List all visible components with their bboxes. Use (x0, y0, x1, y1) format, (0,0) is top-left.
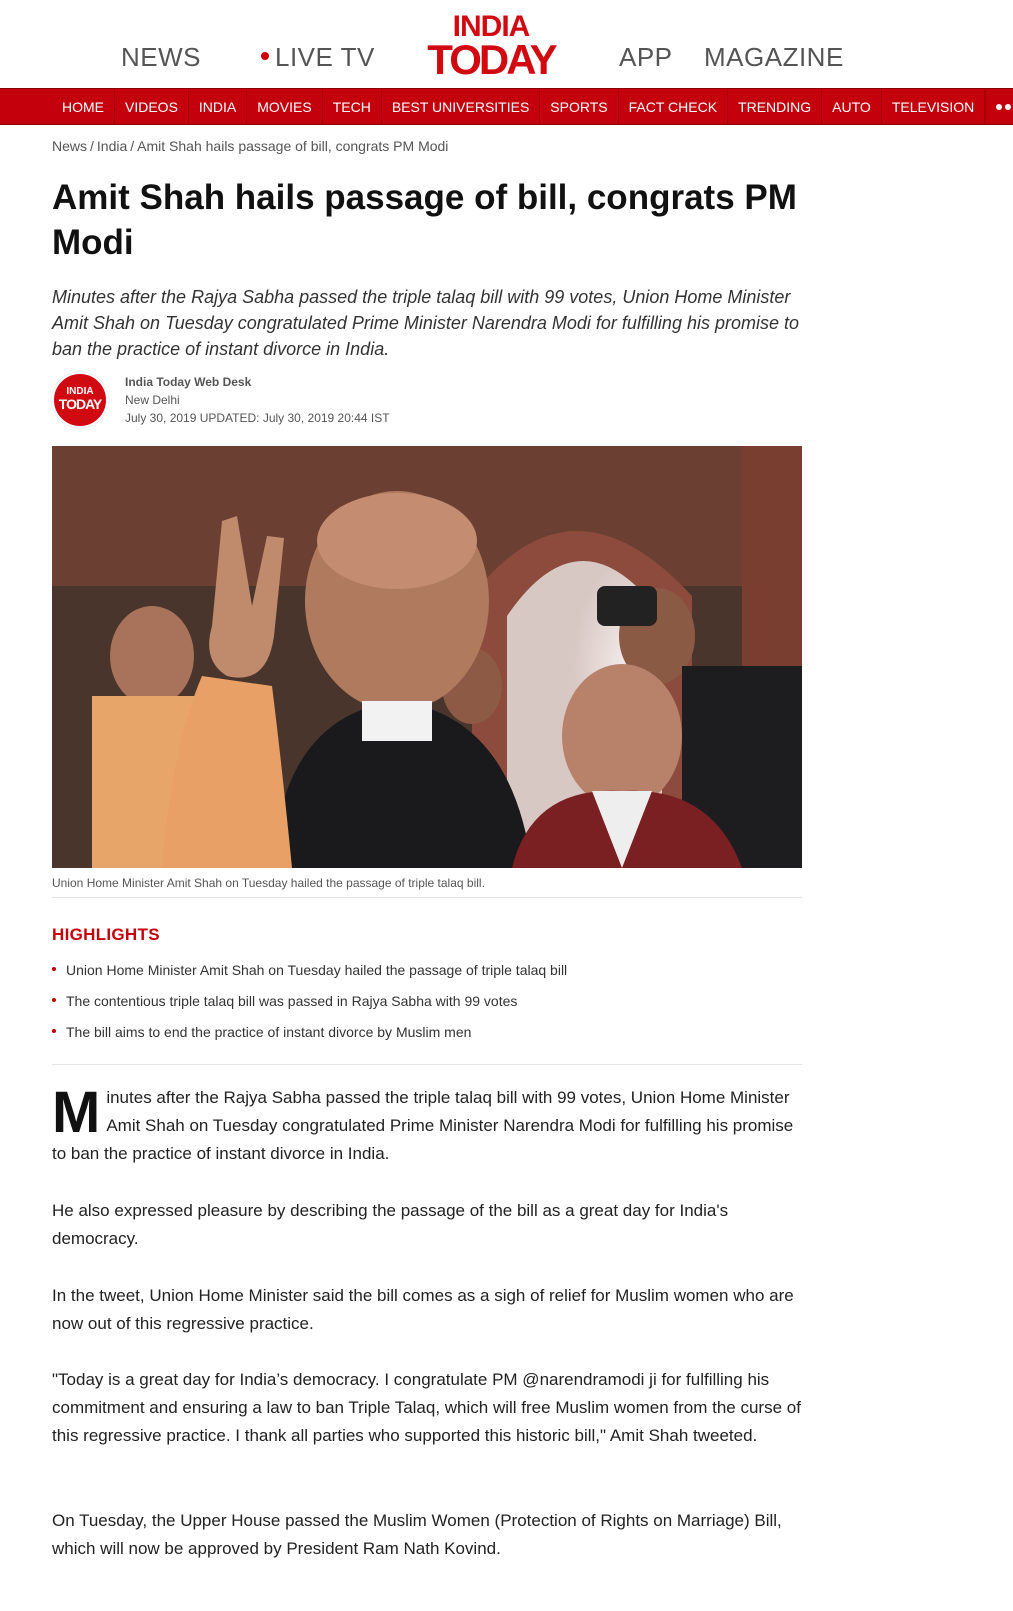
image-caption: Union Home Minister Amit Shah on Tuesday hailed the passage of triple talaq bill. (52, 876, 485, 890)
author-avatar-line2: TODAY (58, 396, 102, 412)
article-hero-image (52, 446, 802, 868)
header-link-live-tv[interactable] (261, 42, 375, 73)
highlight-item: The bill aims to end the practice of instant divorce by Muslim men (52, 1023, 567, 1054)
breadcrumb-separator: / (90, 138, 94, 154)
article-paragraph-5: On Tuesday, the Upper House passed the Muslim Women (Protection of Rights on Marriage) Bill, which will now be approved by President Ram Nath Kovind. (52, 1511, 782, 1558)
hero-photo (52, 446, 802, 868)
article-paragraph-4: "Today is a great day for India’s democracy. I congratulate PM @narendramodi ji for fulfilling his commitment and ensuring a law to ban Triple Talaq, which will free Muslim women from the curse of this regressive practice. I thank all parties who supported this historic bill," Amit Shah tweeted. (52, 1370, 801, 1445)
live-tv-label: LIVE TV (275, 42, 375, 72)
live-dot-icon (261, 52, 269, 60)
main-nav (0, 88, 1013, 125)
nav-item-sports[interactable]: SPORTS (540, 89, 618, 124)
author-avatar-line1: INDIA (66, 386, 94, 397)
article-summary: Minutes after the Rajya Sabha passed the triple talaq bill with 99 votes, Union Home Minister Amit Shah on Tuesday congratulated Prime Minister Narendra Modi for fulfilling his promise to ban the practice of instant divorce in India. (52, 287, 799, 359)
logo-line-today: TODAY (427, 36, 555, 83)
nav-item-best-universities[interactable]: BEST UNIVERSITIES (382, 89, 540, 124)
nav-more-button[interactable] (985, 89, 1013, 124)
nav-item-videos[interactable]: VIDEOS (115, 89, 189, 124)
breadcrumb-news[interactable]: News (52, 138, 88, 154)
nav-item-india[interactable]: INDIA (189, 89, 247, 124)
more-dots-icon (996, 104, 1013, 110)
header-link-magazine[interactable]: MAGAZINE (704, 42, 844, 72)
nav-item-trending[interactable]: TRENDING (728, 89, 822, 124)
divider (52, 1064, 802, 1065)
logo-line-india: INDIA (452, 10, 530, 43)
article-headline: Amit Shah hails passage of bill, congrats PM Modi (52, 178, 797, 262)
nav-item-home[interactable]: HOME (52, 89, 115, 124)
highlights-title: HIGHLIGHTS (52, 925, 160, 944)
site-logo[interactable] (418, 10, 564, 83)
breadcrumb-current: Amit Shah hails passage of bill, congrats PM Modi (137, 138, 449, 154)
nav-item-auto[interactable]: AUTO (822, 89, 882, 124)
nav-item-television[interactable]: TELEVISION (882, 89, 985, 124)
divider (52, 897, 802, 898)
breadcrumb (52, 138, 448, 154)
nav-item-tech[interactable]: TECH (323, 89, 382, 124)
author-name[interactable]: India Today Web Desk (125, 375, 252, 389)
breadcrumb-india[interactable]: India (96, 138, 128, 154)
header-link-app[interactable]: APP (619, 42, 673, 72)
article-paragraph-1 (52, 1080, 802, 1168)
highlight-item: Union Home Minister Amit Shah on Tuesday hailed the passage of triple talaq bill (52, 961, 567, 992)
article-paragraph-3: In the tweet, Union Home Minister said the bill comes as a sigh of relief for Muslim women who are now out of this regressive practice. (52, 1286, 794, 1333)
article-paragraph-2: He also expressed pleasure by describing the passage of the bill as a great day for India's democracy. (52, 1201, 729, 1248)
author-avatar[interactable] (52, 372, 108, 428)
nav-item-movies[interactable]: MOVIES (247, 89, 322, 124)
paragraph-1-text: inutes after the Rajya Sabha passed the triple talaq bill with 99 votes, Union Home Minister Amit Shah on Tuesday congratulated Prime Minister Narendra Modi for fulfilling his promise to ban the practice of instant divorce in India. (52, 1088, 794, 1163)
site-header (0, 0, 1013, 88)
highlights-list (52, 961, 567, 1054)
nav-item-fact-check[interactable]: FACT CHECK (619, 89, 728, 124)
dropcap: M (52, 1080, 101, 1145)
header-link-news[interactable]: NEWS (121, 42, 201, 72)
author-location: New Delhi (125, 393, 180, 407)
highlight-item: The contentious triple talaq bill was passed in Rajya Sabha with 99 votes (52, 992, 567, 1023)
article-date: July 30, 2019 UPDATED: July 30, 2019 20:44 IST (125, 411, 390, 425)
breadcrumb-separator: / (130, 138, 135, 154)
